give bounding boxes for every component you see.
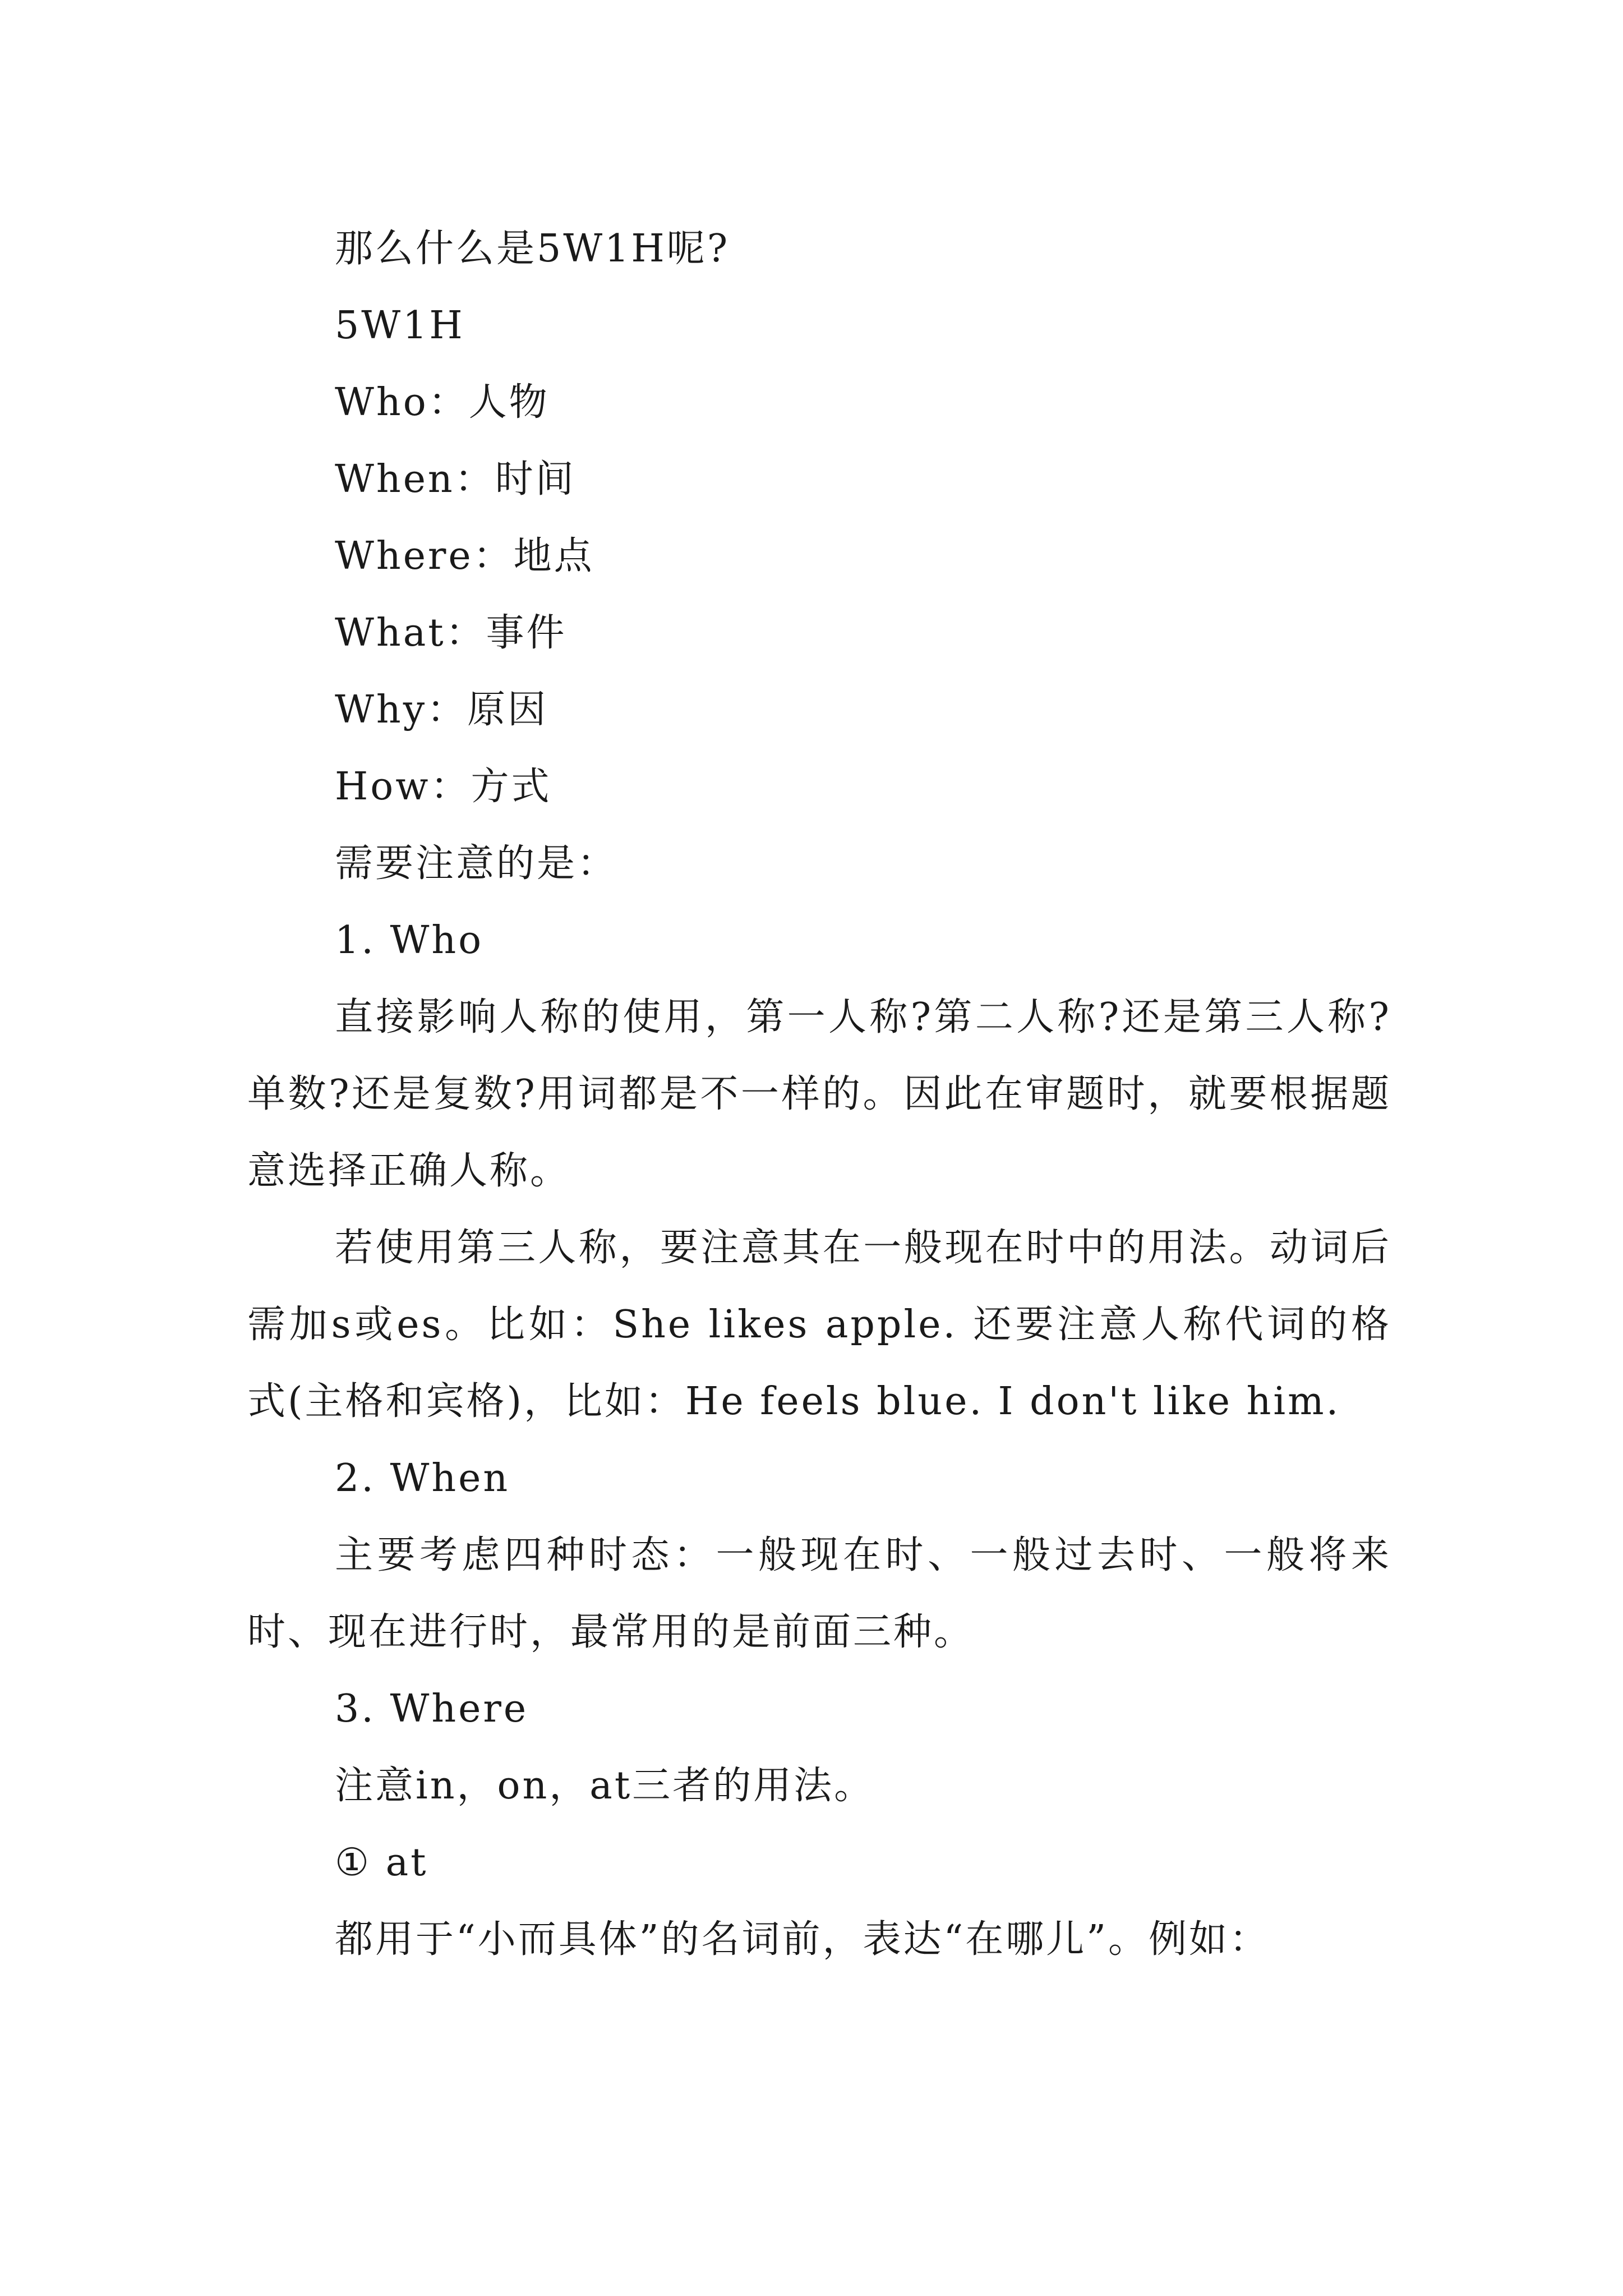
paragraph-who-third-person: 若使用第三人称，要注意其在一般现在时中的用法。动词后需加s或es。比如：She likes apple. 还要注意人称代词的格式(主格和宾格)，比如：He feels blue. I don't like him. <box>247 1226 1391 1424</box>
heading-5w1h: 5W1H <box>335 303 465 348</box>
note-intro: 需要注意的是： <box>335 841 618 886</box>
paragraph-who-person: 直接影响人称的使用，第一人称?第二人称?还是第三人称?单数?还是复数?用词都是不一样的。因此在审题时，就要根据题意选择正确人称。 <box>247 995 1391 1193</box>
list-item-what: What：事件 <box>335 611 567 655</box>
list-item-where: Where：地点 <box>335 534 594 578</box>
question-line: 那么什么是5W1H呢? <box>335 227 730 271</box>
list-item-when: When：时间 <box>335 457 576 501</box>
section-heading-who: 1. Who <box>335 918 484 963</box>
section-heading-when: 2. When <box>335 1456 510 1501</box>
list-item-who: Who：人物 <box>335 380 550 425</box>
where-note: 注意in，on，at三者的用法。 <box>335 1764 875 1808</box>
paragraph-when-tenses: 主要考虑四种时态：一般现在时、一般过去时、一般将来时、现在进行时，最常用的是前面三种。 <box>247 1533 1391 1654</box>
at-description: 都用于“小而具体”的名词前，表达“在哪儿”。例如： <box>335 1917 1270 1962</box>
section-heading-where: 3. Where <box>335 1687 529 1731</box>
document-body <box>247 210 1391 1978</box>
list-item-how: How：方式 <box>335 765 552 809</box>
list-item-why: Why：原因 <box>335 688 548 732</box>
subheading-at: ① at <box>335 1841 428 1885</box>
